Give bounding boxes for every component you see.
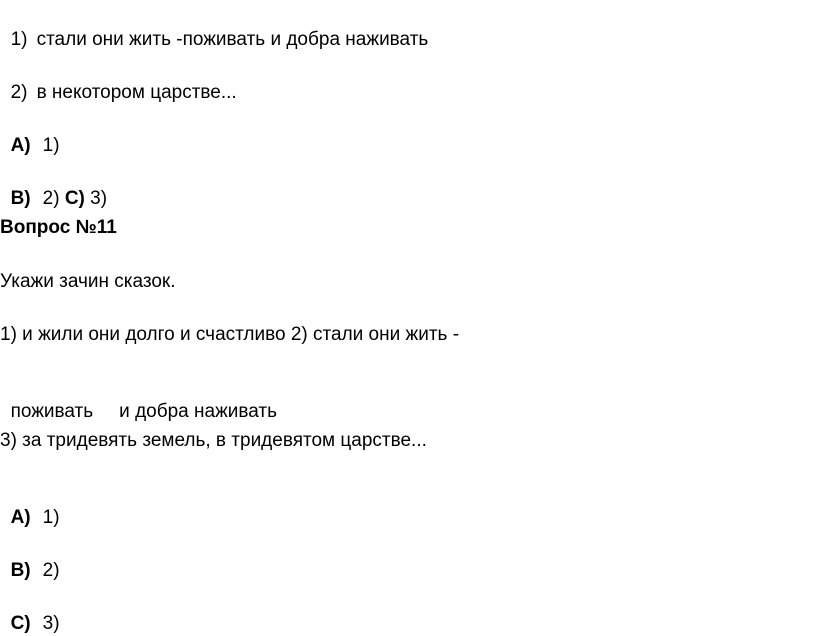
answer-b — [0, 535, 60, 583]
answer-c — [0, 588, 60, 636]
answer-letter: С) — [64, 188, 85, 209]
answer-letter: С) — [10, 613, 31, 634]
line-option-1 — [0, 4, 428, 52]
option-number: 2) — [10, 82, 28, 103]
option-number: 1) — [10, 29, 28, 50]
answer-value: 1) — [42, 507, 60, 528]
options-fragment: поживать — [10, 401, 94, 422]
question-text: Укажи зачин сказок. — [0, 271, 176, 292]
options-line-1: 1) и жили они долго и счастливо 2) стали они жить - — [0, 324, 460, 345]
answer-a — [0, 482, 60, 530]
answer-a — [0, 110, 60, 158]
answer-letter: В) — [10, 188, 31, 209]
options-line-2 — [0, 376, 277, 424]
options-fragment: и добра наживать — [119, 401, 278, 422]
answer-letter: А) — [10, 135, 31, 156]
options-line-3: 3) за тридевять земель, в тридевятом царстве... — [0, 430, 427, 451]
answer-value: 1) — [42, 135, 60, 156]
answer-b-c — [0, 163, 107, 211]
answer-letter: А) — [10, 507, 31, 528]
answer-value: 2) — [42, 560, 60, 581]
answer-letter: В) — [10, 560, 31, 581]
option-text: в некотором царстве... — [36, 82, 237, 103]
line-option-2 — [0, 57, 237, 105]
answer-value: 3) — [90, 188, 108, 209]
option-text: стали они жить -поживать и добра наживать — [36, 29, 429, 50]
answer-value: 3) — [42, 613, 60, 634]
question-title: Вопрос №11 — [0, 217, 117, 238]
answer-value: 2) — [42, 188, 60, 209]
